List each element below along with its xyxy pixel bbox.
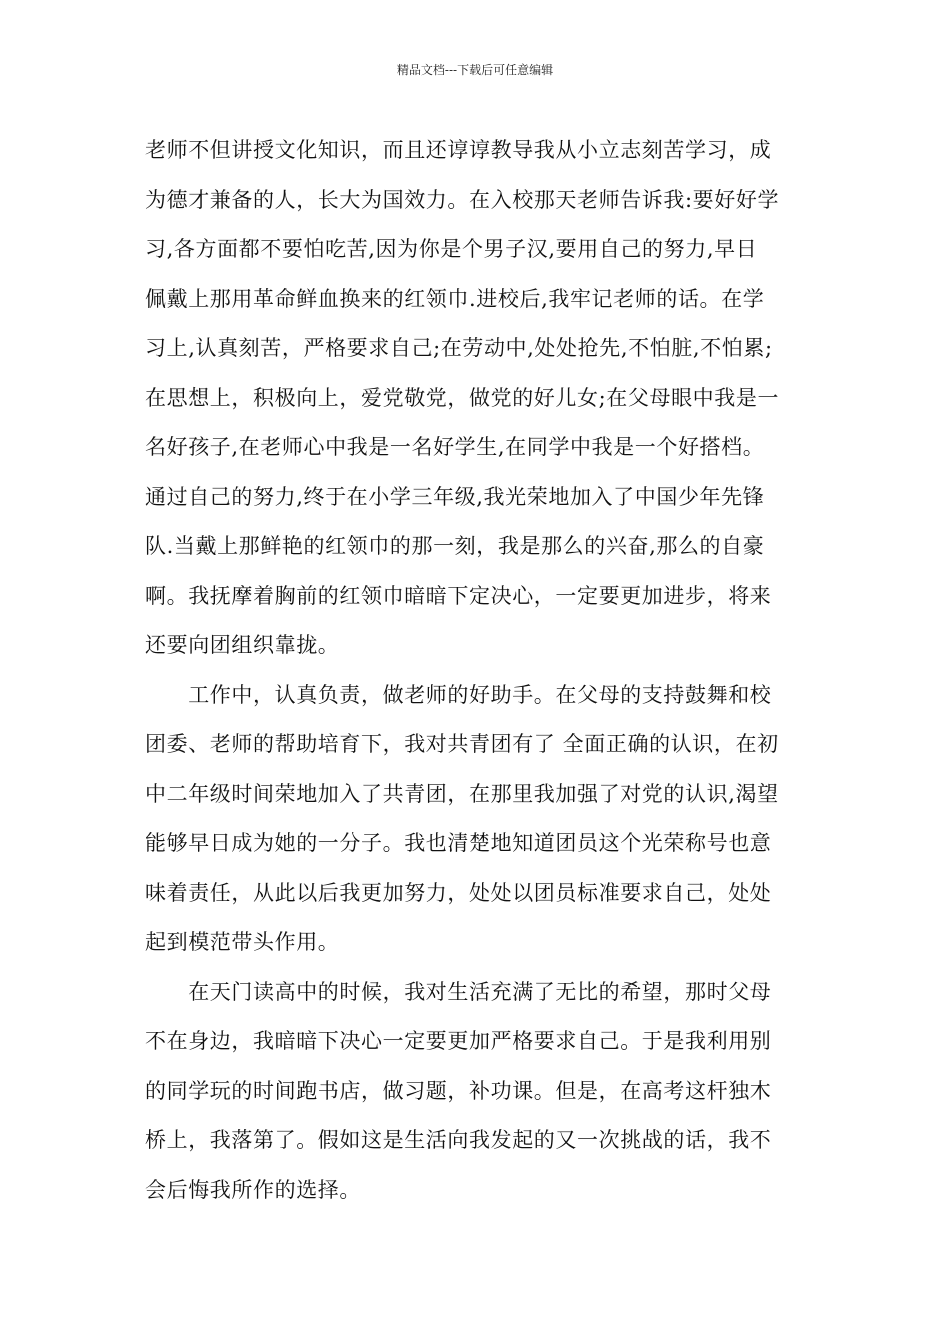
text-line: 味着责任，从此以后我更加努力，处处以团员标准要求自己，处处 (145, 880, 772, 905)
text-line: 佩戴上那用革命鲜血换来的红领巾.进校后,我牢记老师的话。在学 (145, 286, 765, 311)
text-line: 啊。我抚摩着胸前的红领巾暗暗下定决心，一定要更加进步，将来 (145, 583, 772, 608)
text-line: 老师不但讲授文化知识，而且还谆谆教导我从小立志刻苦学习，成 (145, 138, 772, 162)
text-line: 在思想上，积极向上，爱党敬党，做党的好儿女;在父母眼中我是一 (145, 385, 780, 410)
text-line: 通过自己的努力,终于在小学三年级,我光荣地加入了中国少年先锋 (145, 484, 765, 509)
text-line: 还要向团组织靠拢。 (145, 633, 340, 657)
text-line: 在天门读高中的时候，我对生活充满了无比的希望，那时父母 (145, 979, 772, 1004)
text-line: 团委、老师的帮助培育下，我对共青团有了 全面正确的认识，在初 (145, 732, 779, 756)
text-line: 队.当戴上那鲜艳的红领巾的那一刻，我是那么的兴奋,那么的自豪 (145, 534, 765, 558)
text-line: 工作中，认真负责，做老师的好助手。在父母的支持鼓舞和校 (145, 682, 772, 707)
text-line: 不在身边，我暗暗下决心一定要更加严格要求自己。于是我利用别 (145, 1029, 772, 1053)
document-body (145, 126, 810, 1215)
text-line: 桥上，我落第了。假如这是生活向我发起的又一次挑战的话，我不 (145, 1128, 772, 1152)
text-line: 为德才兼备的人，长大为国效力。在入校那天老师告诉我:要好好学 (145, 187, 780, 212)
text-line: 会后悔我所作的选择。 (145, 1177, 361, 1202)
text-line: 名好孩子,在老师心中我是一名好学生,在同学中我是一个好搭档。 (145, 435, 765, 459)
text-line: 习,各方面都不要怕吃苦,因为你是个男子汉,要用自己的努力,早日 (145, 237, 758, 261)
text-line: 中二年级时间荣地加入了共青团，在那里我加强了对党的认识,渴望 (145, 781, 779, 806)
text-line: 的同学玩的时间跑书店，做习题，补功课。但是，在高考这杆独木 (145, 1078, 772, 1103)
text-line: 起到模范带头作用。 (145, 930, 340, 954)
page-header: 精品文档---下载后可任意编辑 (396, 63, 554, 77)
text-line: 能够早日成为她的一分子。我也清楚地知道团员这个光荣称号也意 (145, 831, 772, 855)
text-line: 习上,认真刻苦，严格要求自己;在劳动中,处处抢先,不怕脏,不怕累; (145, 336, 773, 360)
